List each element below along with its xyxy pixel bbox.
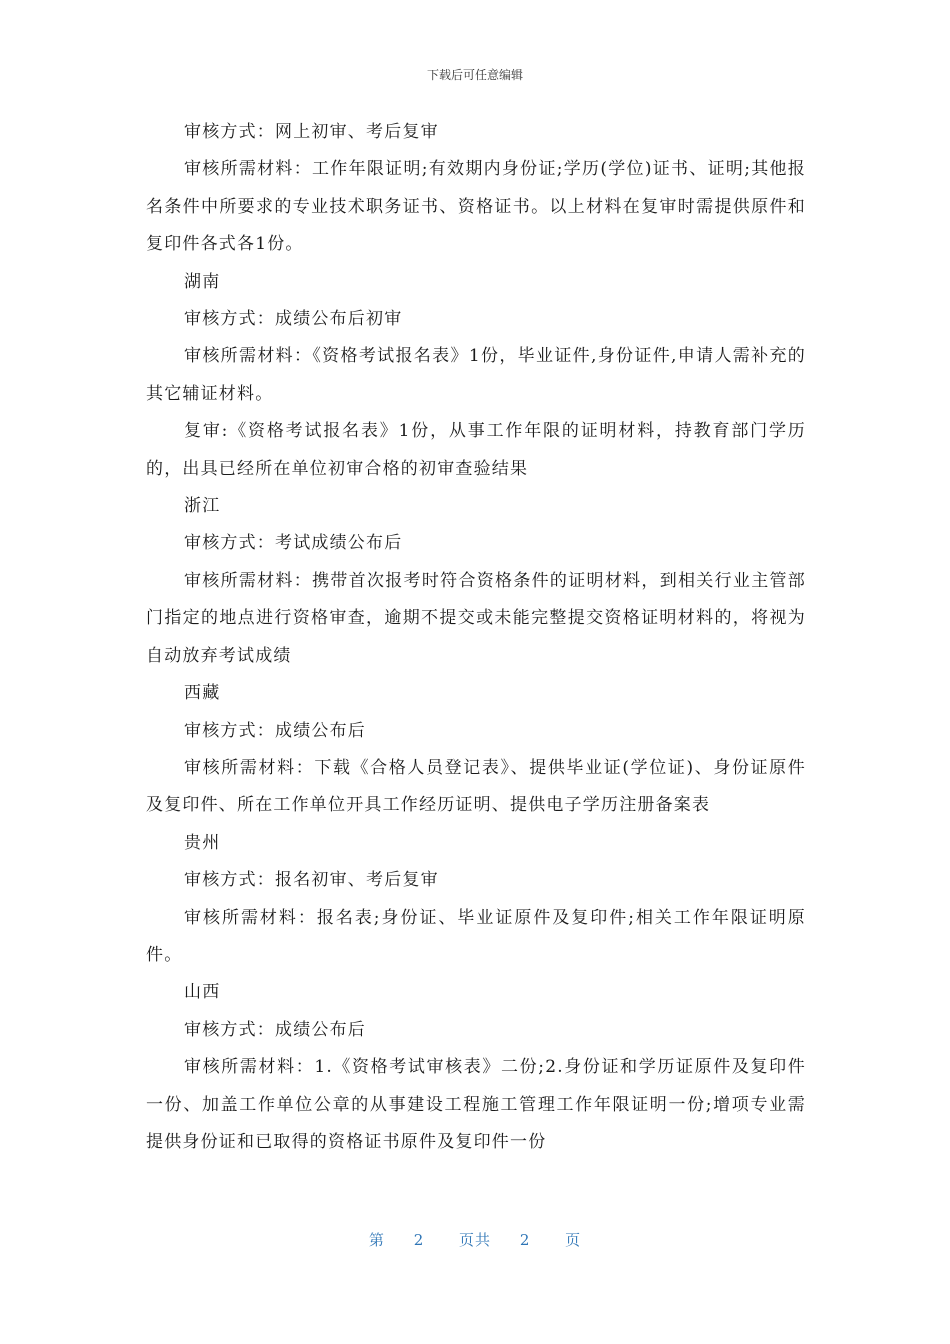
current-page-number: 2: [413, 1231, 425, 1249]
section-heading-guizhou: 贵州: [184, 832, 221, 853]
paragraph: 审核所需材料：携带首次报考时符合资格条件的证明材料，到相关行业主管部门指定的地点进行资格审查，逾期不提交或未能完整提交资格证明材料的，将视为自动放弃考试成绩: [146, 570, 806, 666]
page-footer: [0, 1229, 950, 1250]
document-body: [146, 114, 806, 1161]
paragraph: 审核所需材料：下载《合格人员登记表》、提供毕业证(学位证)、身份证原件及复印件、所在工作单位开具工作经历证明、提供电子学历注册备案表: [146, 757, 806, 816]
footer-suffix: 页: [565, 1231, 582, 1249]
footer-middle: 页共: [458, 1231, 491, 1249]
section-heading-shanxi: 山西: [184, 982, 221, 1003]
paragraph: 复审:《资格考试报名表》1份，从事工作年限的证明材料，持教育部门学历的，出具已经所在单位初审合格的初审查验结果: [146, 421, 806, 479]
paragraph: 审核方式：成绩公布后: [184, 720, 366, 741]
paragraph: 审核所需材料：1.《资格考试审核表》二份;2.身份证和学历证原件及复印件一份、加盖工作单位公章的从事建设工程施工管理工作年限证明一份;增项专业需提供身份证和已取得的资格证书原件及复印件一份: [146, 1057, 806, 1152]
total-pages-number: 2: [519, 1231, 531, 1249]
paragraph: 审核方式：成绩公布后: [184, 1019, 366, 1040]
paragraph: 审核方式：考试成绩公布后: [184, 533, 403, 554]
paragraph: 审核方式：网上初审、考后复审: [184, 122, 439, 142]
paragraph: 审核所需材料：《资格考试报名表》1份，毕业证件,身份证件,申请人需补充的其它辅证材料。: [146, 346, 806, 404]
paragraph: 审核所需材料：工作年限证明;有效期内身份证;学历(学位)证书、证明;其他报名条件中所要求的专业技术职务证书、资格证书。以上材料在复审时需提供原件和复印件各式各1份。: [146, 159, 806, 255]
paragraph: 审核所需材料：报名表;身份证、毕业证原件及复印件;相关工作年限证明原件。: [146, 907, 806, 965]
header-note: 下载后可任意编辑: [426, 68, 523, 82]
section-heading-hunan: 湖南: [184, 271, 221, 292]
paragraph: 审核方式：成绩公布后初审: [184, 309, 403, 330]
section-heading-xizang: 西藏: [184, 683, 221, 704]
footer-prefix: 第: [368, 1231, 385, 1249]
paragraph: 审核方式：报名初审、考后复审: [184, 870, 439, 891]
section-heading-zhejiang: 浙江: [184, 496, 221, 517]
